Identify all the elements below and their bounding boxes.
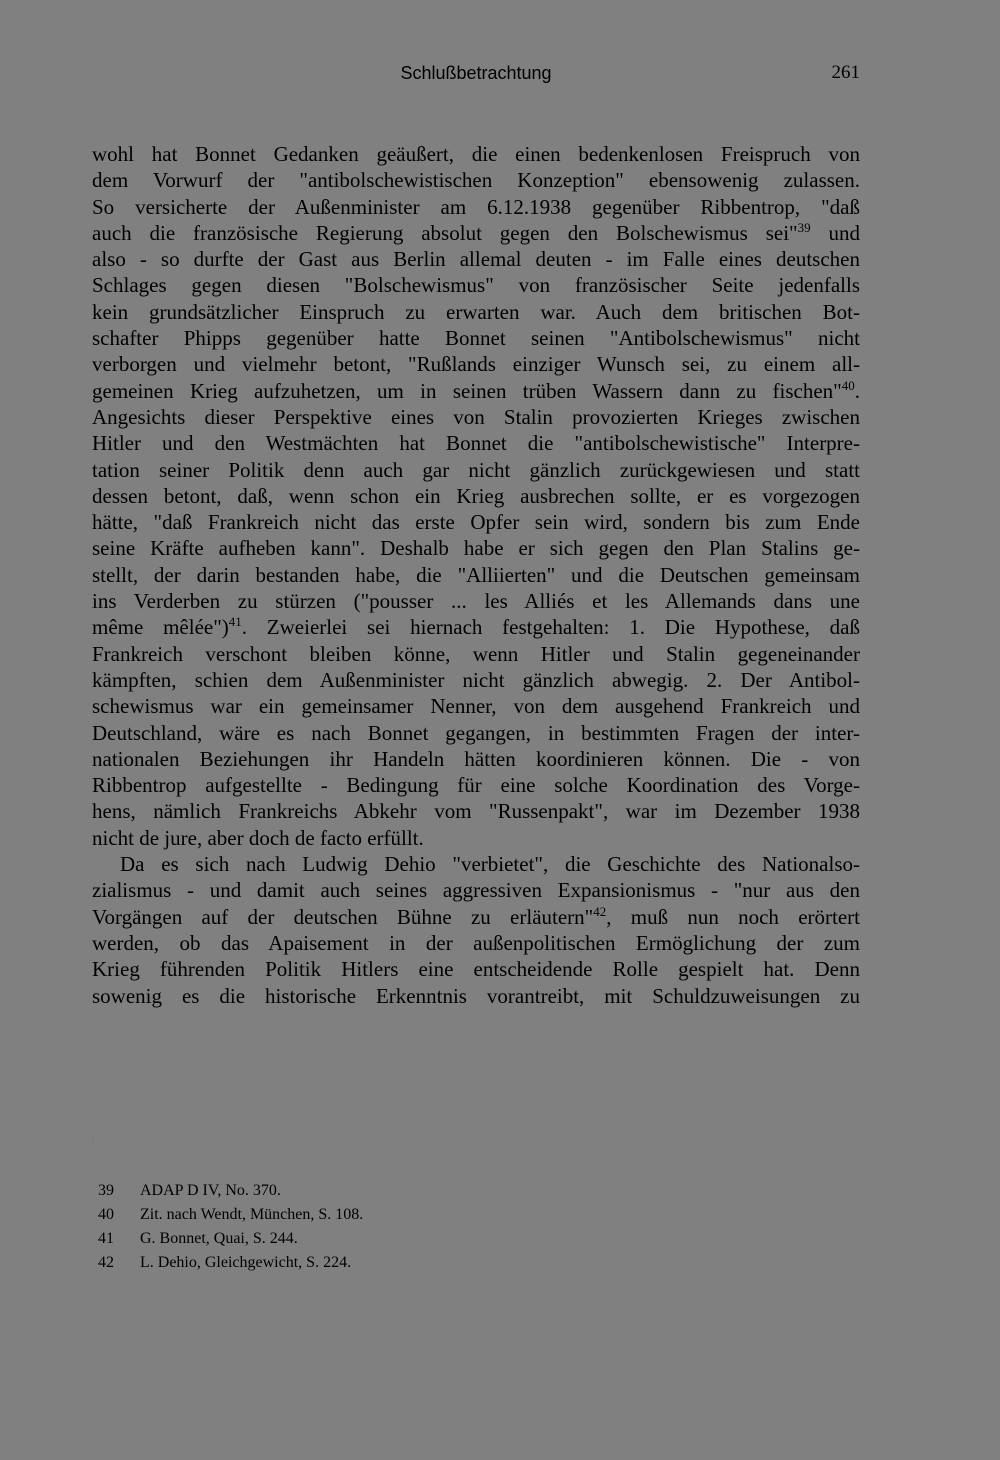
- text-line: wohl hat Bonnet Gedanken geäußert, die einen bedenkenlosen Freispruch von: [92, 142, 860, 166]
- footnote-number: 40: [98, 1206, 114, 1223]
- text-line: [92, 614, 860, 640]
- page-header: [92, 60, 860, 86]
- text-line: stellt, der darin bestanden habe, die "Alliierten" und die Deutschen gemeinsam: [92, 562, 860, 587]
- text-line: Da es sich nach Ludwig Dehio "verbietet", die Geschichte des Nationalso-: [120, 852, 860, 877]
- footnote: [98, 1179, 798, 1203]
- text-line: schewismus war ein gemeinsamer Nenner, von dem ausgehend Frankreich und: [92, 694, 860, 719]
- line-text: auch die französische Regierung absolut gegen den Bolschewismus sei": [92, 220, 798, 245]
- text-line: Schlages gegen diesen "Bolschewismus" von französischer Seite jedenfalls: [92, 273, 860, 298]
- text-line: [92, 220, 860, 246]
- text-line: kämpften, schien dem Außenminister nicht gänzlich abwegig. 2. Der Antibol-: [92, 667, 860, 692]
- text-line: [92, 378, 860, 404]
- text-line: hens, nämlich Frankreichs Abkehr vom "Russenpakt", war im Dezember 1938: [92, 799, 860, 824]
- footnote-text: Zit. nach Wendt, München, S. 108.: [140, 1206, 364, 1223]
- text-line: Angesichts dieser Perspektive eines von Stalin provozierten Krieges zwischen: [92, 404, 860, 429]
- footnote-reference: 41: [228, 614, 242, 630]
- text-line: Hitler und den Westmächten hat Bonnet die "antibolschewistische" Interpre-: [92, 431, 860, 456]
- footnotes: [98, 1179, 798, 1275]
- text-line: nationalen Beziehungen ihr Handeln hätten koordinieren können. Die - von: [92, 746, 860, 771]
- text-line: Krieg führenden Politik Hitlers eine entscheidende Rolle gespielt hat. Denn: [92, 957, 860, 982]
- line-text: même mêlée"): [92, 615, 229, 640]
- body-text: [92, 141, 860, 1009]
- footnote-text: G. Bonnet, Quai, S. 244.: [140, 1230, 298, 1247]
- text-line: Frankreich verschont bleiben könne, wenn Hitler und Stalin gegeneinander: [92, 641, 860, 666]
- line-text: . Zweierlei sei hiernach festgehalten: 1. Die Hypothese, daß: [241, 615, 860, 640]
- footnote-reference: 42: [593, 903, 607, 919]
- line-text: Vorgängen auf der deutschen Bühne zu erläutern": [92, 904, 594, 929]
- running-head: Schlußbetrachtung: [400, 63, 552, 83]
- footnote: [98, 1227, 798, 1251]
- footnote-number: 41: [98, 1230, 114, 1247]
- text-line: dem Vorwurf der "antibolschewistischen Konzeption" ebensowenig zulassen.: [92, 168, 860, 193]
- text-line: hätte, "daß Frankreich nicht das erste Opfer sein wird, sondern bis zum Ende: [92, 510, 860, 535]
- page-number: 261: [831, 62, 860, 83]
- text-line: werden, ob das Apaisement in der außenpolitischen Ermöglichung der zum: [92, 930, 860, 955]
- text-line: Deutschland, wäre es nach Bonnet gegangen, in bestimmten Fragen der inter-: [92, 720, 860, 745]
- line-text: und: [810, 220, 860, 245]
- text-line: [92, 904, 860, 930]
- text-line: sowenig es die historische Erkenntnis vorantreibt, mit Schuldzuweisungen zu: [92, 983, 860, 1008]
- footnote: [98, 1251, 798, 1275]
- text-line: seine Kräfte aufheben kann". Deshalb habe er sich gegen den Plan Stalins ge-: [92, 536, 860, 561]
- line-text: .: [854, 378, 860, 403]
- text-line: zialismus - und damit auch seines aggressiven Expansionismus - "nur aus den: [92, 878, 860, 903]
- text-line: kein grundsätzlicher Einspruch zu erwarten war. Auch dem britischen Bot-: [92, 299, 860, 324]
- text-line: So versicherte der Außenminister am 6.12.1938 gegenüber Ribbentrop, "daß: [92, 194, 860, 219]
- text-line: ins Verderben zu stürzen ("pousser ... les Alliés et les Allemands dans une: [92, 589, 860, 614]
- footnote-text: ADAP D IV, No. 370.: [140, 1182, 281, 1199]
- footnote-number: 42: [98, 1254, 114, 1271]
- footnote-text: L. Dehio, Gleichgewicht, S. 224.: [140, 1254, 352, 1271]
- line-text: , muß nun noch erörtert: [606, 904, 860, 929]
- line-text: gemeinen Krieg aufzuhetzen, um in seinen trüben Wassern dann zu fischen": [92, 378, 842, 403]
- footnote-number: 39: [98, 1182, 114, 1199]
- footnote: [98, 1203, 798, 1227]
- text-line: also - so durfte der Gast aus Berlin allemal deuten - im Falle eines deutschen: [92, 247, 860, 272]
- footnote-divider: [92, 1136, 93, 1146]
- footnote-reference: 40: [841, 377, 855, 393]
- text-line: nicht de jure, aber doch de facto erfüllt.: [92, 825, 424, 850]
- footnote-reference: 39: [797, 219, 811, 235]
- text-line: dessen betont, daß, wenn schon ein Krieg ausbrechen sollte, er es vorgezogen: [92, 483, 860, 508]
- text-line: schafter Phipps gegenüber hatte Bonnet seinen "Antibolschewismus" nicht: [92, 326, 860, 351]
- text-line: Ribbentrop aufgestellte - Bedingung für eine solche Koordination des Vorge-: [92, 773, 860, 798]
- text-line: verborgen und vielmehr betont, "Rußlands einziger Wunsch sei, zu einem all-: [92, 352, 860, 377]
- text-line: tation seiner Politik denn auch gar nicht gänzlich zurückgewiesen und statt: [92, 457, 860, 482]
